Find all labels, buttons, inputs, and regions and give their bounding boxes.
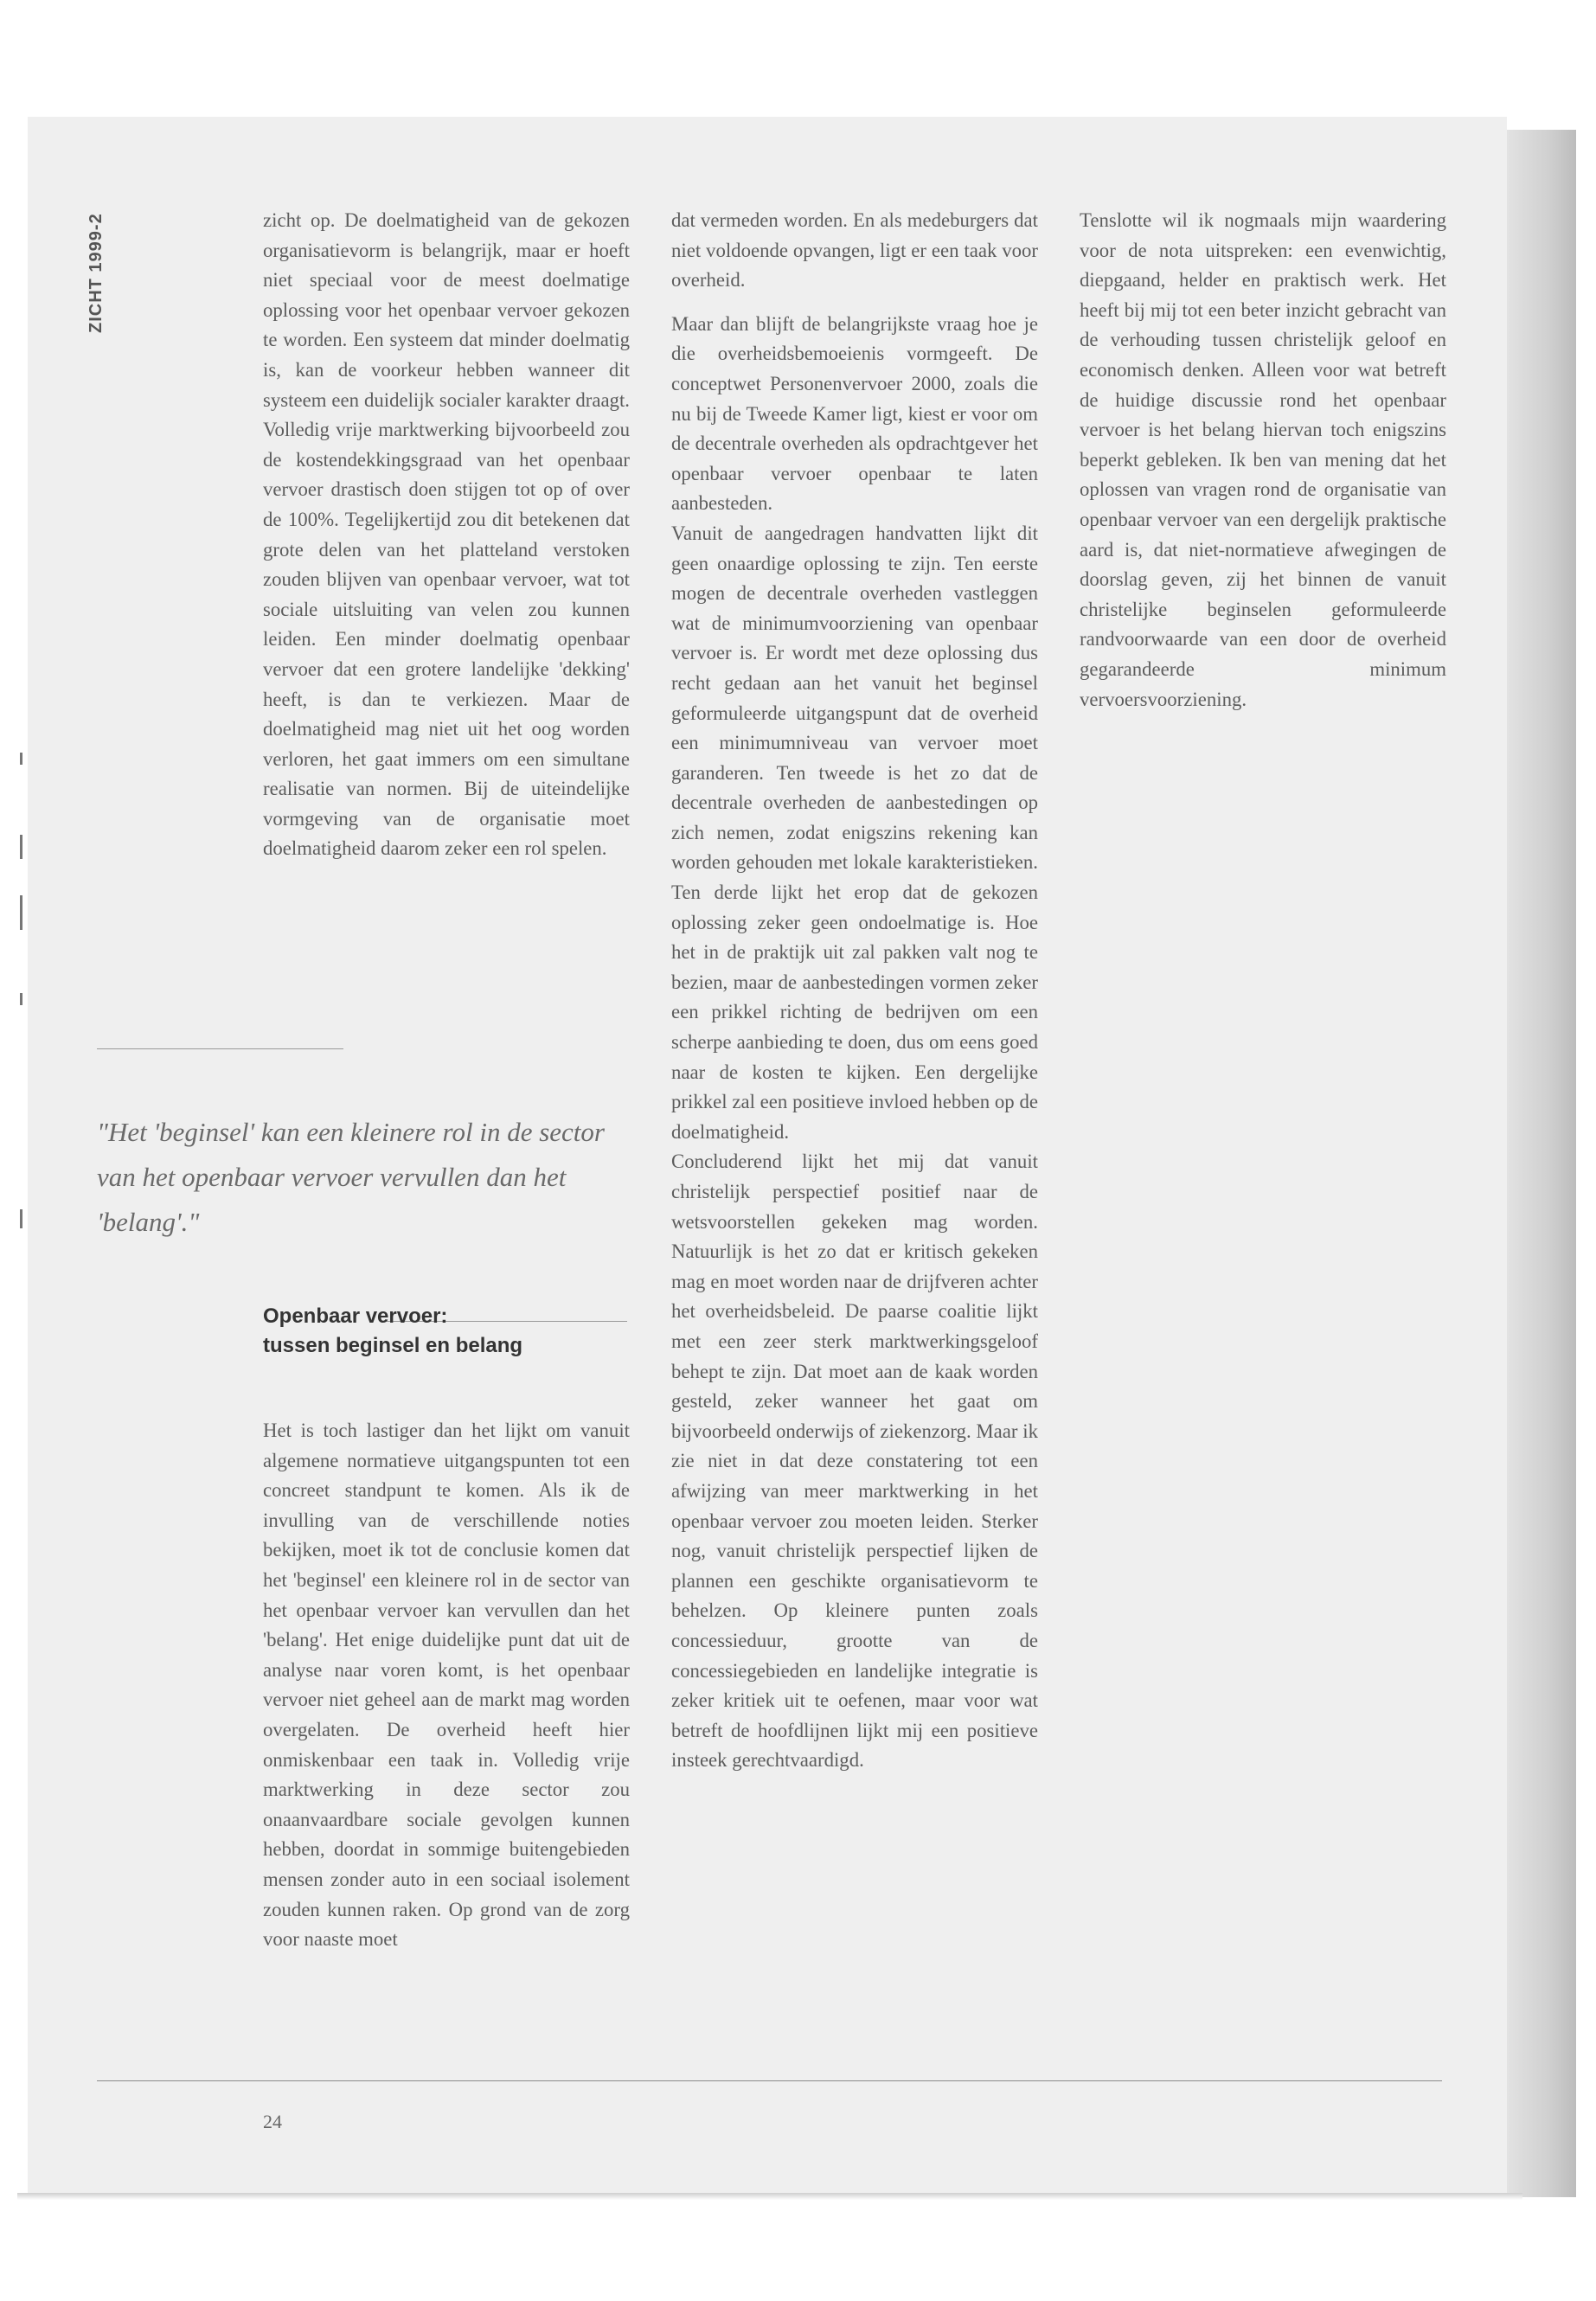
column-1-bottom bbox=[263, 1416, 630, 1955]
paragraph: Het is toch lastiger dan het lijkt om vanuit algemene normatieve uitgangspunten tot een concreet standpunt te komen. Als ik de invulling van de verschillende noties bekijken, moet ik tot de conclusie komen dat het 'beginsel' een kleinere rol in de sector van het openbaar vervoer kan vervullen dan het 'belang'. Het enige duidelijke punt dat uit de analyse naar voren komt, is het openbaar vervoer niet geheel aan de markt mag worden overgelaten. De overheid heeft hier onmiskenbaar een taak in. Volledig vrije marktwerking in deze sector zou onaanvaardbare sociale gevolgen kunnen hebben, doordat in sommige buitengebieden mensen zonder auto in een sociaal isolement zouden kunnen raken. Op grond van de zorg voor naaste moet bbox=[263, 1420, 630, 1951]
margin-mark bbox=[20, 895, 22, 930]
column-3 bbox=[1080, 206, 1446, 715]
footer-rule bbox=[97, 2080, 1442, 2081]
page-bottom-shadow bbox=[17, 2193, 1522, 2200]
margin-mark bbox=[20, 993, 22, 1005]
margin-mark bbox=[20, 835, 22, 859]
section-heading-line-2: tussen beginsel en belang bbox=[263, 1334, 523, 1357]
paragraph: Maar dan blijft de belangrijkste vraag hoe je die overheidsbemoeienis vormgeeft. De conceptwet Personenvervoer 2000, zoals die nu bij de Tweede Kamer ligt, kiest er voor om de decentrale overheden als opdrachtgever het openbaar vervoer openbaar te laten aanbesteden. bbox=[671, 312, 1038, 515]
column-1-top bbox=[263, 206, 630, 864]
section-heading bbox=[263, 1302, 630, 1361]
page-shadow bbox=[1507, 130, 1576, 2197]
margin-mark bbox=[20, 1209, 22, 1228]
section-heading-line-1: Openbaar vervoer: bbox=[263, 1304, 448, 1328]
paragraph: dat vermeden worden. En als medeburgers dat niet voldoende opvangen, ligt er een taak voor overheid. bbox=[671, 209, 1038, 292]
paragraph: Concluderend lijkt het mij dat vanuit christelijk perspectief positief naar de wetsvoorstellen gekeken mag worden. Natuurlijk is het zo dat er kritisch gekeken mag en moet worden naar de drijfveren achter het overheidsbeleid. De paarse coalitie lijkt met een zeer sterk marktwerkingsgeloof behept te zijn. Dat moet aan de kaak worden gesteld, zeker wanneer het gaat om bijvoorbeeld onderwijs of ziekenzorg. Maar ik zie niet in dat deze constatering tot een afwijzing van meer marktwerking in het openbaar vervoer zou moeten leiden. Sterker nog, vanuit christelijk perspectief lijken de plannen een geschikte organisatievorm te behelzen. Op kleinere punten zoals concessieduur, grootte van de concessiegebieden en landelijke integratie is zeker kritiek uit te oefenen, maar voor wat betreft de hoofdlijnen lijkt mij een positieve insteek gerechtvaardigd. bbox=[671, 1150, 1038, 1772]
quote-rule-top bbox=[97, 1048, 343, 1049]
paragraph: zicht op. De doelmatigheid van de gekozen organisatievorm is belangrijk, maar er hoeft niet speciaal voor de meest doelmatige oplossing voor het openbaar vervoer gekozen te worden. Een systeem dat minder doelmatig is, kan de voorkeur hebben wanneer dit systeem een duidelijk socialer karakter draagt. Volledig vrije marktwerking bijvoorbeeld zou de kostendekkingsgraad van het openbaar vervoer drastisch doen stijgen tot op of over de 100%. Tegelijkertijd zou dit betekenen dat grote delen van het platteland verstoken zouden blijven van openbaar vervoer, wat tot sociale uitsluiting van velen zou kunnen leiden. Een minder doelmatig openbaar vervoer dat een grotere landelijke 'dekking' heeft, is dan te verkiezen. Maar de doelmatigheid mag niet uit het oog worden verloren, het gaat immers om een simultane realisatie van normen. Bij de uiteindelijke vormgeving van de organisatie moet doelmatigheid daarom zeker een rol spelen. bbox=[263, 209, 630, 860]
running-title: ZICHT 1999-2 bbox=[87, 213, 106, 333]
pull-quote: "Het 'beginsel' kan een kleinere rol in de sector van het openbaar vervoer vervullen dan het 'belang'." bbox=[97, 1117, 605, 1237]
paragraph: Vanuit de aangedragen handvatten lijkt dit geen onaardige oplossing te zijn. Ten eerste mogen de decentrale overheden vastleggen wat de minimumvoorziening van openbaar vervoer is. Er wordt met deze oplossing dus recht gedaan aan het vanuit het beginsel geformuleerde uitgangspunt dat de overheid een minimumniveau van vervoer moet garanderen. Ten tweede is het zo dat de decentrale overheden de aanbestedingen op zich nemen, zodat enigszins rekening kan worden gehouden met lokale karakteristieken. Ten derde lijkt het erop dat de gekozen oplossing zeker geen ondoelmatige is. Hoe het in de praktijk uit zal pakken valt nog te bezien, maar de aanbestedingen vormen zeker een prikkel richting de bedrijven om een scherpe aanbieding te doen, dus om eens goed naar de kosten te kijken. Een dergelijke prikkel zal een positieve invloed hebben op de doelmatigheid. bbox=[671, 522, 1038, 1143]
paragraph: Tenslotte wil ik nogmaals mijn waardering voor de nota uitspreken: een evenwichtig, diepgaand, helder en praktisch werk. Het heeft bij mij tot een beter inzicht gebracht van de verhouding tussen christelijk geloof en economisch denken. Alleen voor wat betreft de huidige discussie rond het openbaar vervoer is het belang hiervan toch enigszins beperkt gebleken. Ik ben van mening dat het oplossen van vragen rond de organisatie van openbaar vervoer van een dergelijk praktische aard is, dat niet-normatieve afwegingen de doorslag geven, zij het binnen de vanuit christelijke beginselen geformuleerde randvoorwaarde van een door de overheid gegarandeerde minimum vervoersvoorziening. bbox=[1080, 209, 1446, 710]
page-number: 24 bbox=[263, 2111, 282, 2132]
margin-mark bbox=[20, 753, 22, 765]
column-2 bbox=[671, 206, 1038, 1776]
